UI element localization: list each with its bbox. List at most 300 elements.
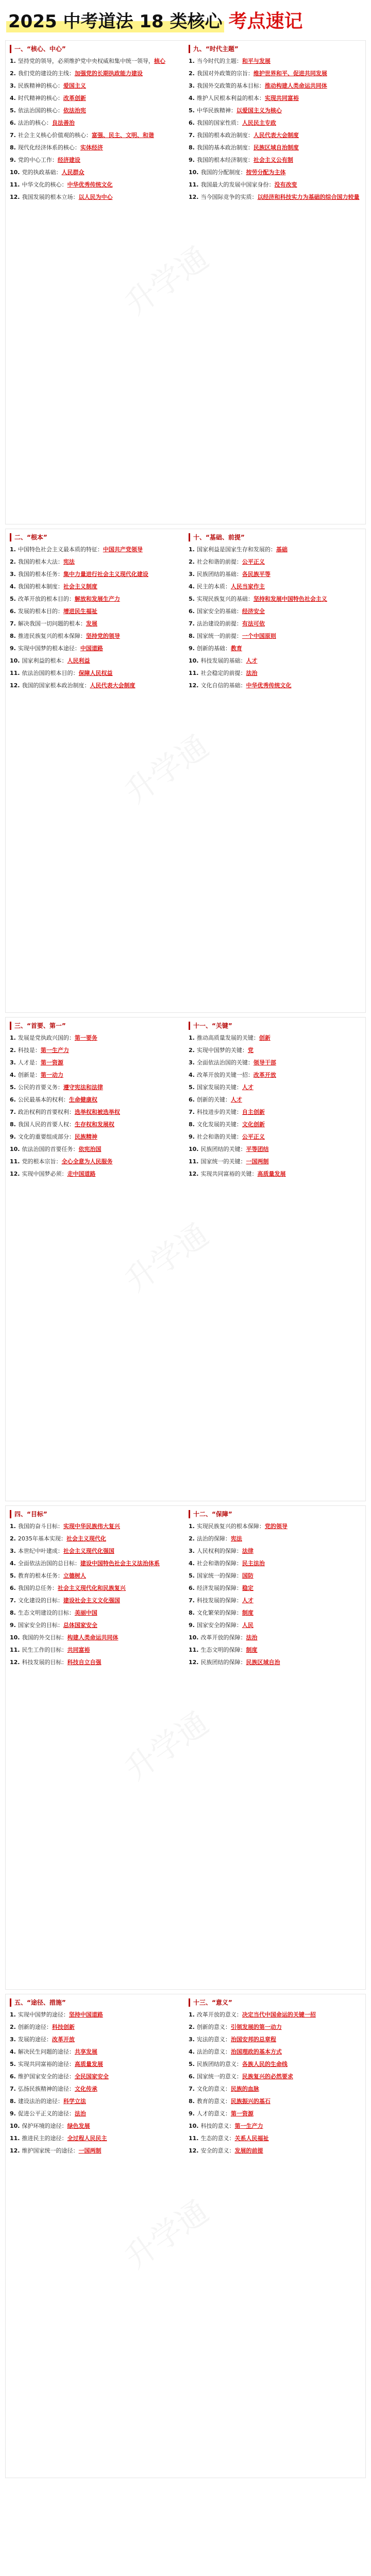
item-answer: 坚持党的领导 bbox=[86, 633, 120, 639]
list-item bbox=[10, 1597, 182, 1605]
item-number: 2. bbox=[10, 1535, 16, 1542]
section-title: 十一、“关键” bbox=[189, 1022, 361, 1030]
item-answer: 第一生产力 bbox=[234, 2123, 263, 2129]
item-number: 8. bbox=[189, 144, 195, 151]
item-answer: 制度 bbox=[242, 1609, 254, 1616]
list-item bbox=[189, 1547, 361, 1555]
item-answer: 文化传承 bbox=[74, 2086, 97, 2092]
item-question: 科技进步的关键： bbox=[196, 1109, 242, 1115]
list-item bbox=[189, 2023, 361, 2031]
item-number: 7. bbox=[10, 1597, 16, 1604]
item-number: 7. bbox=[189, 2086, 195, 2092]
item-number: 2. bbox=[189, 558, 195, 565]
item-answer: 实现中华民族伟大复兴 bbox=[63, 1523, 120, 1530]
item-question: 法治建设的前提： bbox=[196, 620, 242, 627]
left-column bbox=[10, 1022, 182, 1497]
item-question: 实现共同富裕的关键： bbox=[200, 1171, 258, 1177]
list-item bbox=[189, 1145, 361, 1154]
item-answer: 决定当代中国命运的关键一招 bbox=[242, 2011, 316, 2018]
item-question: 创新是： bbox=[18, 1072, 41, 1078]
section-title: 十三、“意义” bbox=[189, 1998, 361, 2007]
item-number: 10. bbox=[189, 657, 199, 664]
list-item bbox=[189, 1071, 361, 1079]
item-question: 公民的首要义务： bbox=[18, 1084, 63, 1091]
list-item bbox=[189, 156, 361, 164]
item-answer: 集中力量进行社会主义现代化建设 bbox=[63, 571, 148, 578]
item-answer: 建设社会主义文化强国 bbox=[63, 1597, 120, 1604]
item-number: 2. bbox=[189, 2024, 195, 2030]
item-number: 4. bbox=[189, 2048, 195, 2055]
list-item bbox=[189, 682, 361, 690]
item-number: 1. bbox=[189, 1523, 195, 1530]
item-answer: 自主创新 bbox=[242, 1109, 265, 1115]
list-item bbox=[189, 1522, 361, 1531]
list-item bbox=[189, 645, 361, 653]
item-answer: 中国共产党领导 bbox=[103, 546, 143, 553]
list-item bbox=[189, 2048, 361, 2056]
list-item bbox=[189, 558, 361, 566]
item-number: 4. bbox=[10, 2048, 16, 2055]
item-answer: 依宪治国 bbox=[78, 1146, 102, 1153]
list-item bbox=[10, 546, 182, 554]
item-number: 3. bbox=[189, 571, 195, 578]
list-item bbox=[189, 2110, 361, 2118]
list-item bbox=[189, 1609, 361, 1617]
item-answer: 法律 bbox=[242, 1548, 254, 1554]
item-number: 10. bbox=[189, 1146, 199, 1153]
item-number: 8. bbox=[189, 1121, 195, 1128]
item-number: 1. bbox=[10, 2011, 16, 2018]
item-answer: 生命健康权 bbox=[69, 1096, 97, 1103]
item-question: 我国人民的首要人权： bbox=[18, 1121, 75, 1128]
item-question: 社会和谐的关键： bbox=[196, 1133, 242, 1140]
item-question: 科技的意义： bbox=[200, 2123, 235, 2129]
list-item bbox=[10, 1059, 182, 1067]
item-answer: 民族区域自治 bbox=[246, 1659, 280, 1666]
item-number: 9. bbox=[189, 2110, 195, 2117]
item-question: 发展是党执政兴国的： bbox=[18, 1035, 75, 1041]
item-question: 生态文明的保障： bbox=[200, 1647, 246, 1653]
section-title: 三、“首要、第一” bbox=[10, 1022, 182, 1030]
item-answer: 社会主义现代化和民族复兴 bbox=[57, 1585, 126, 1591]
section-title: 十二、“保障” bbox=[189, 1510, 361, 1518]
item-number: 5. bbox=[189, 107, 195, 114]
list-item bbox=[189, 1108, 361, 1116]
list-item bbox=[10, 2147, 182, 2155]
list-item bbox=[189, 144, 361, 152]
list-item bbox=[10, 2048, 182, 2056]
item-number: 4. bbox=[189, 1072, 195, 1078]
item-number: 9. bbox=[10, 1133, 16, 1140]
item-answer: 国防 bbox=[242, 1572, 254, 1579]
item-number: 5. bbox=[10, 2061, 16, 2067]
item-question: 民族团结的保障： bbox=[200, 1659, 246, 1666]
list-item bbox=[189, 1059, 361, 1067]
item-answer: 关系人民福祉 bbox=[234, 2135, 269, 2142]
item-number: 4. bbox=[189, 1560, 195, 1567]
list-item bbox=[10, 1522, 182, 1531]
list-item bbox=[10, 620, 182, 628]
section-title: 十、“基础、前提” bbox=[189, 533, 361, 541]
item-question: 国家利益的根本： bbox=[22, 657, 68, 664]
item-question: 全面依法治国的关键： bbox=[196, 1059, 254, 1066]
item-number: 2. bbox=[10, 1047, 16, 1054]
list-item bbox=[10, 645, 182, 653]
item-number: 8. bbox=[189, 2098, 195, 2105]
list-item bbox=[189, 70, 361, 78]
item-number: 5. bbox=[189, 596, 195, 602]
list-item bbox=[10, 1158, 182, 1166]
list-item bbox=[189, 2036, 361, 2044]
item-answer: 公平正义 bbox=[242, 1133, 265, 1140]
item-number: 11. bbox=[189, 1158, 199, 1165]
item-number: 1. bbox=[189, 2011, 195, 2018]
list-item bbox=[10, 1646, 182, 1654]
item-question: 安全的意义： bbox=[200, 2147, 235, 2154]
item-number: 1. bbox=[10, 58, 16, 64]
item-number: 11. bbox=[10, 2135, 20, 2142]
list-item bbox=[10, 131, 182, 140]
item-answer: 一国两制 bbox=[246, 1158, 269, 1165]
item-question: 人才是： bbox=[18, 1059, 41, 1066]
item-answer: 中华优秀传统文化 bbox=[67, 181, 113, 188]
item-number: 11. bbox=[10, 1647, 20, 1653]
item-question: 我国的根本制度： bbox=[18, 583, 63, 590]
list-item bbox=[10, 1145, 182, 1154]
list-item bbox=[10, 2110, 182, 2118]
list-item bbox=[189, 168, 361, 177]
list-item bbox=[189, 1572, 361, 1580]
item-number: 6. bbox=[10, 1096, 16, 1103]
item-number: 4. bbox=[189, 583, 195, 590]
item-question: 坚持党的领导，必须维护党中央权威和集中统一领导， bbox=[18, 58, 154, 64]
right-column bbox=[189, 1022, 361, 1497]
item-number: 10. bbox=[10, 1634, 20, 1641]
item-answer: 实体经济 bbox=[80, 144, 103, 151]
item-number: 6. bbox=[189, 1096, 195, 1103]
list-item bbox=[189, 1621, 361, 1630]
list-item bbox=[189, 2085, 361, 2093]
item-answer: 科技创新 bbox=[52, 2024, 75, 2030]
item-number: 9. bbox=[10, 157, 16, 163]
item-answer: 高质量发展 bbox=[257, 1171, 286, 1177]
item-question: 民主的本质： bbox=[196, 583, 231, 590]
list-item bbox=[189, 1133, 361, 1141]
page-title-prefix: 2025 中考道法 18 类核心 bbox=[6, 7, 224, 32]
item-number: 3. bbox=[10, 1059, 16, 1066]
item-answer: 以经济和科技实力为基础的综合国力较量 bbox=[257, 194, 360, 200]
list-item bbox=[189, 1560, 361, 1568]
list-item bbox=[10, 168, 182, 177]
item-question: 法治的核心： bbox=[18, 120, 52, 126]
list-item bbox=[10, 181, 182, 189]
item-question: 文化的重要组成部分： bbox=[18, 1133, 75, 1140]
item-number: 8. bbox=[10, 144, 16, 151]
item-question: 中华文化的核心： bbox=[22, 181, 68, 188]
item-question: 当今国际竞争的实质： bbox=[200, 194, 258, 200]
section-title: 四、“目标” bbox=[10, 1510, 182, 1518]
list-item bbox=[189, 595, 361, 603]
item-question: 实现共同富裕的途径： bbox=[18, 2061, 75, 2067]
item-number: 7. bbox=[189, 620, 195, 627]
item-number: 2. bbox=[10, 558, 16, 565]
item-number: 7. bbox=[10, 132, 16, 139]
item-question: 促进公平正义的途径： bbox=[18, 2110, 75, 2117]
list-item bbox=[10, 119, 182, 127]
item-number: 9. bbox=[10, 1622, 16, 1629]
item-question: 实现民族复兴的基础： bbox=[196, 596, 254, 602]
item-answer: 实现共同富裕 bbox=[264, 95, 299, 101]
list-item bbox=[189, 2011, 361, 2019]
item-question: 公民最基本的权利： bbox=[18, 1096, 69, 1103]
list-item bbox=[189, 657, 361, 665]
item-number: 12. bbox=[10, 682, 20, 689]
item-number: 1. bbox=[189, 546, 195, 553]
item-number: 9. bbox=[10, 645, 16, 652]
item-number: 7. bbox=[189, 132, 195, 139]
list-item bbox=[189, 1658, 361, 1667]
list-item bbox=[10, 1634, 182, 1642]
item-number: 3. bbox=[10, 2036, 16, 2043]
item-number: 10. bbox=[10, 1146, 20, 1153]
content-panel bbox=[5, 1994, 366, 2478]
item-answer: 选举权和被选举权 bbox=[74, 1109, 120, 1115]
item-number: 9. bbox=[10, 2110, 16, 2117]
list-item bbox=[10, 2085, 182, 2093]
item-number: 9. bbox=[189, 1133, 195, 1140]
item-answer: 民族复兴的必然要求 bbox=[242, 2073, 293, 2080]
item-answer: 经济建设 bbox=[57, 157, 80, 163]
list-item bbox=[189, 131, 361, 140]
item-answer: 高质量发展 bbox=[74, 2061, 103, 2067]
item-number: 11. bbox=[189, 2135, 199, 2142]
item-answer: 人民群众 bbox=[61, 169, 85, 176]
item-question: 维护国家安全的途径： bbox=[18, 2073, 75, 2080]
item-answer: 宪法 bbox=[63, 558, 75, 565]
list-item bbox=[10, 1083, 182, 1092]
item-question: 创新的关键： bbox=[196, 1096, 231, 1103]
item-answer: 第一要务 bbox=[74, 1035, 97, 1041]
item-answer: 按劳分配为主体 bbox=[246, 169, 286, 176]
item-number: 8. bbox=[189, 633, 195, 639]
right-column bbox=[189, 45, 361, 520]
item-question: 解决我国一切问题的根本： bbox=[18, 620, 86, 627]
item-number: 8. bbox=[10, 1609, 16, 1616]
item-answer: 全民国家安全 bbox=[74, 2073, 109, 2080]
item-answer: 立德树人 bbox=[63, 1572, 86, 1579]
right-column bbox=[189, 1510, 361, 1985]
list-item bbox=[10, 570, 182, 579]
list-item bbox=[10, 595, 182, 603]
item-answer: 共同富裕 bbox=[67, 1647, 90, 1653]
list-item bbox=[10, 2060, 182, 2069]
item-question: 党的执政基础： bbox=[22, 169, 62, 176]
item-number: 5. bbox=[10, 107, 16, 114]
item-number: 4. bbox=[10, 1072, 16, 1078]
item-number: 11. bbox=[10, 1158, 20, 1165]
item-question: 国家利益是国家生存和发展的： bbox=[196, 546, 276, 553]
item-answer: 人民民主专政 bbox=[242, 120, 276, 126]
watermark: 升学通 bbox=[119, 1705, 215, 1788]
list-item bbox=[10, 156, 182, 164]
item-question: 国家统一的前提： bbox=[196, 633, 242, 639]
item-number: 9. bbox=[189, 1622, 195, 1629]
item-answer: 以人民为中心 bbox=[78, 194, 113, 200]
list-item bbox=[10, 1108, 182, 1116]
list-item bbox=[189, 632, 361, 640]
list-item bbox=[189, 1634, 361, 1642]
item-answer: 构建人类命运共同体 bbox=[67, 1634, 119, 1641]
list-item bbox=[189, 2060, 361, 2069]
item-number: 2. bbox=[189, 1535, 195, 1542]
item-answer: 中华优秀传统文化 bbox=[246, 682, 292, 689]
list-item bbox=[10, 144, 182, 152]
item-number: 12. bbox=[189, 1659, 199, 1666]
item-number: 11. bbox=[10, 181, 20, 188]
item-question: 教育的意义： bbox=[196, 2098, 231, 2105]
list-item bbox=[189, 2073, 361, 2081]
item-question: 国家安全的保障： bbox=[196, 1622, 242, 1629]
item-number: 6. bbox=[189, 1585, 195, 1591]
item-answer: 加强党的长期执政能力建设 bbox=[74, 70, 143, 77]
list-item bbox=[189, 82, 361, 90]
item-number: 2. bbox=[189, 70, 195, 77]
item-number: 2. bbox=[189, 1047, 195, 1054]
item-question: 我国最大的发展中国家身份： bbox=[200, 181, 275, 188]
item-number: 1. bbox=[189, 58, 195, 64]
watermark: 升学通 bbox=[119, 240, 215, 323]
right-column bbox=[189, 1998, 361, 2473]
list-item bbox=[189, 107, 361, 115]
item-answer: 解放和发展生产力 bbox=[74, 596, 120, 602]
item-question: 创新的意义： bbox=[196, 2024, 231, 2030]
left-column bbox=[10, 533, 182, 1008]
item-question: 国家发展的关键： bbox=[196, 1084, 242, 1091]
item-answer: 富强、民主、文明、和谐 bbox=[91, 132, 154, 139]
list-item bbox=[10, 1170, 182, 1178]
list-item bbox=[10, 70, 182, 78]
list-item bbox=[189, 2134, 361, 2143]
item-question: 民族团结的基础： bbox=[196, 571, 242, 578]
left-column bbox=[10, 1998, 182, 2473]
item-question: 社会和谐的前提： bbox=[196, 558, 242, 565]
item-question: 解决民生问题的途径： bbox=[18, 2048, 75, 2055]
item-number: 12. bbox=[10, 2147, 20, 2154]
list-item bbox=[189, 669, 361, 677]
section-title: 九、“时代主题” bbox=[189, 45, 361, 53]
item-question: 我国的基本政治制度： bbox=[196, 144, 254, 151]
item-question: 我国的根本政治制度： bbox=[196, 132, 254, 139]
item-answer: 坚持中国道路 bbox=[69, 2011, 103, 2018]
item-answer: 科技自立自强 bbox=[67, 1659, 102, 1666]
list-item bbox=[189, 2147, 361, 2155]
content-panel bbox=[5, 1017, 366, 1501]
item-question: 人才的意义： bbox=[196, 2110, 231, 2117]
list-item bbox=[10, 2011, 182, 2019]
item-question: 社会稳定的前提： bbox=[200, 670, 246, 676]
list-item bbox=[10, 657, 182, 665]
list-item bbox=[10, 1584, 182, 1592]
item-question: 全面依法治国的总目标： bbox=[18, 1560, 80, 1567]
item-answer: 第一资源 bbox=[40, 1059, 63, 1066]
item-answer: 社会主义制度 bbox=[63, 583, 97, 590]
list-item bbox=[10, 632, 182, 640]
item-question: 创新的基础： bbox=[196, 645, 231, 652]
item-answer: 坚持和发展中国特色社会主义 bbox=[253, 596, 327, 602]
item-answer: 人民利益 bbox=[67, 657, 90, 664]
item-answer: 科学立法 bbox=[63, 2098, 86, 2105]
watermark: 升学通 bbox=[119, 2193, 215, 2277]
item-answer: 建设中国特色社会主义法治体系 bbox=[80, 1560, 160, 1567]
item-answer: 良法善治 bbox=[52, 120, 75, 126]
item-answer: 法治 bbox=[74, 2110, 86, 2117]
item-number: 4. bbox=[189, 95, 195, 101]
item-question: 科技是： bbox=[18, 1047, 41, 1054]
item-question: 党的中心工作： bbox=[18, 157, 58, 163]
item-question: 发展的途径： bbox=[18, 2036, 52, 2043]
item-number: 7. bbox=[189, 1597, 195, 1604]
item-number: 2. bbox=[10, 70, 16, 77]
item-answer: 生存权和发展权 bbox=[74, 1121, 114, 1128]
item-question: 我国的总任务： bbox=[18, 1585, 58, 1591]
item-question: 民族团结的意义： bbox=[196, 2061, 242, 2067]
item-question: 国家安全的基础： bbox=[196, 608, 242, 615]
list-item bbox=[10, 583, 182, 591]
item-answer: 有法可依 bbox=[242, 620, 265, 627]
list-item bbox=[10, 2097, 182, 2106]
item-answer: 法治 bbox=[246, 1634, 258, 1641]
item-number: 3. bbox=[189, 2036, 195, 2043]
item-number: 5. bbox=[10, 1084, 16, 1091]
item-question: 本世纪中叶建成： bbox=[18, 1548, 63, 1554]
item-question: 我国的外交目标： bbox=[22, 1634, 68, 1641]
list-item bbox=[10, 1560, 182, 1568]
list-item bbox=[189, 1046, 361, 1055]
item-question: 实现中国梦的根本途径： bbox=[18, 645, 80, 652]
item-question: 我国的奋斗目标： bbox=[18, 1523, 63, 1530]
content-panel bbox=[5, 529, 366, 1013]
item-answer: 核心 bbox=[154, 58, 165, 64]
item-question: 推进民主的途径： bbox=[22, 2135, 68, 2142]
item-question: 国家安全的目标： bbox=[18, 1622, 63, 1629]
item-number: 10. bbox=[189, 2123, 199, 2129]
item-question: 科技发展的目标： bbox=[22, 1659, 68, 1666]
item-number: 10. bbox=[10, 169, 20, 176]
item-question: 社会主义核心价值观的核心： bbox=[18, 132, 92, 139]
item-question: 法治的保障： bbox=[196, 1535, 231, 1542]
item-question: 创新的途径： bbox=[18, 2024, 52, 2030]
item-answer: 文化创新 bbox=[242, 1121, 265, 1128]
item-answer: 民族振兴的基石 bbox=[230, 2098, 271, 2105]
item-answer: 民族区域自治制度 bbox=[253, 144, 299, 151]
item-number: 4. bbox=[10, 1560, 16, 1567]
item-number: 12. bbox=[189, 1171, 199, 1177]
list-item bbox=[189, 1597, 361, 1605]
item-question: 文化繁荣的保障： bbox=[196, 1609, 242, 1616]
list-item bbox=[189, 181, 361, 189]
list-item bbox=[10, 1535, 182, 1543]
item-number: 5. bbox=[10, 596, 16, 602]
section-title: 五、“途径、措施” bbox=[10, 1998, 182, 2007]
content-panel bbox=[5, 40, 366, 524]
list-item bbox=[189, 1096, 361, 1104]
item-answer: 人才 bbox=[230, 1096, 242, 1103]
item-question: 民族团结的关键： bbox=[200, 1146, 246, 1153]
item-number: 8. bbox=[10, 633, 16, 639]
item-question: 民生工作的目标： bbox=[22, 1647, 68, 1653]
item-answer: 制度 bbox=[246, 1647, 258, 1653]
item-question: 我们党的建设的主线： bbox=[18, 70, 75, 77]
